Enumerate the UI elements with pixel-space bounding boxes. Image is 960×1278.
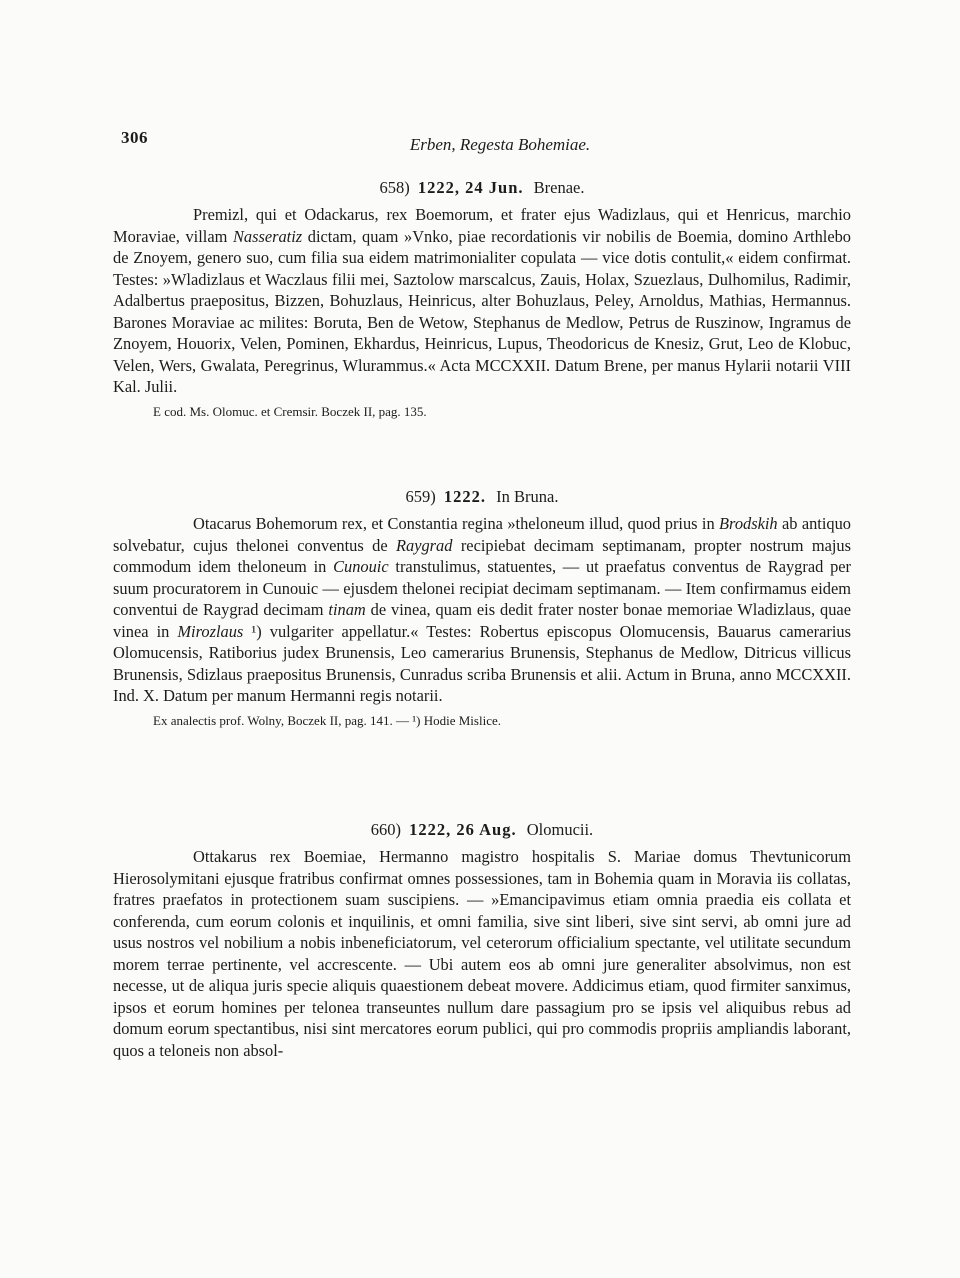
regest-entry-660: [113, 820, 851, 1061]
italic-place-name: Cunouic: [333, 557, 389, 576]
text-run: dictam, quam »Vnko, piae recordationis vir nobilis de Boemia, domino Arthlebo de Znoyem, genero suo, cum filia sua eidem matrimonialiter copulata — vice dotis contulit,« eidem confirmat. Testes: »Wladizlaus et Waczlaus filii mei, Saztolow marscalcus, Zauis, Holax, Szuezlaus, Dulhomilus, Radimir, Adalbertus praepositus, Bizzen, Bohuzlaus, Heinricus, alter Bohuzlaus, Peley, Arnoldus, Mathias, Hermannus. Barones Moraviae ac milites: Boruta, Ben de Wetow, Stephanus de Medlow, Petrus de Ruszinow, Ingramus de Znoyem, Houorix, Velen, Pominen, Ekhardus, Heinricus, Lupus, Theodoricus de Knesiz, Grut, Leo de Klobuc, Velen, Wers, Gwalata, Peregrinus, Wlurammus.« Acta MCCXXII. Datum Brene, per manus Hylarii notarii VIII Kal. Julii.: [113, 226, 851, 396]
entry-place: Olomucii.: [526, 820, 594, 839]
text-run: Otacarus Bohemorum rex, et Constantia regina »theloneum illud, quod prius in: [193, 514, 720, 533]
entry-heading: [113, 178, 851, 198]
entry-source: Ex analectis prof. Wolny, Boczek II, pag. 141. — ¹) Hodie Mislice.: [153, 712, 501, 728]
text-run: ab antiquo solvebatur, cujus thelonei conventus de: [113, 514, 851, 555]
entry-heading: [113, 487, 851, 507]
text-run: de vinea, quam eis dedit frater noster bonae memoriae Wladizlaus, quae vinea in: [113, 600, 851, 641]
text-run: transtulimus, statuentes, — ut praefatus conventus de Raygrad per suum procuratorem in Cunouic — ejusdem thelonei recipiat decimam septimanam. — Item confirmamus eidem conventui de Raygrad decimam: [113, 557, 852, 619]
italic-place-name: Nasseratiz: [232, 226, 303, 246]
entry-date: 1222, 24 Jun.: [417, 178, 524, 197]
entry-date: 1222.: [443, 487, 487, 506]
entry-text: [113, 204, 851, 398]
entry-number: 658): [379, 178, 410, 197]
page-number: 306: [121, 128, 148, 147]
entry-place: Brenae.: [533, 178, 585, 197]
text-run: Ottakarus rex Boemiae, Hermanno magistro hospitalis S. Mariae domus Thevtunicorum Hierosolymitani ejusque fratribus confirmat omnes possessiones, tam in Bohemia quam in Moravia iis collatas, fratres praefatos in protectionem suam suscipiens. — »Emancipavimus etiam omnia praedia eis collata et conferenda, cum eorum colonis et inquilinis, et omni familia, sive sint liberi, sive sint servi, ab omni jure ad usus nostros vel nobilium a nobis inbeneficiatorum, vel ceterorum officialium spectante, vel utilitate secundum morem terrae pertinente, vel accrescente. — Ubi autem eos ab omni jure generaliter absolvimus, non est necesse, ut de aliqua juris specie aliquis quaestionem debeat movere. Addicimus etiam, quod firmiter sanximus, ipsos et eorum homines per telonea transeuntes nullum dare passagium pro se ipsis vel aliquibus rebus ad domum eorum spectantibus, nisi sint mercatores eorum publici, qui pro commodis propriis ampliandis laborant, quos a teloneis non absol-: [113, 847, 851, 1060]
running-title-text: Erben, Regesta Bohemiae.: [409, 135, 591, 154]
text-run: Premizl, qui et Odackarus, rex Boemorum, et frater ejus Wadizlaus, qui et Henricus, marchio Moraviae, villam: [113, 205, 851, 246]
entry-text: [113, 846, 851, 1061]
entry-number: 660): [370, 820, 402, 839]
entry-number: 659): [405, 487, 436, 506]
regest-entry-658: [113, 178, 851, 420]
entry-place: In Bruna.: [496, 487, 559, 506]
entry-heading: [113, 820, 851, 840]
entry-text: [113, 513, 851, 707]
text-run: recipiebat decimam septimanam, propter nostrum majus commodum idem theloneum in: [113, 535, 851, 576]
italic-place-name: Brodskih: [719, 514, 778, 533]
italic-term: tinam: [328, 600, 366, 619]
running-title: [0, 135, 960, 155]
regest-entry-659: [113, 487, 851, 729]
entry-date: 1222, 26 Aug.: [409, 820, 517, 839]
italic-place-name: Mirozlaus: [177, 621, 244, 641]
entry-source: E cod. Ms. Olomuc. et Cremsir. Boczek II, pag. 135.: [153, 403, 427, 419]
text-run: ¹) vulgariter appellatur.« Testes: Robertus episcopus Olomucensis, Bauarus camerarius Olomucensis, Ratiborius judex Brunensis, Leo camerarius Brunensis, Stephanus de Medlow, Ditricus villicus Brunensis, Sdizlaus praepositus Brunensis, Cunradus scriba Brunensis et alii. Actum in Bruna, anno MCCXXII. Ind. X. Datum per manum Hermanni regis notarii.: [113, 621, 851, 705]
italic-place-name: Raygrad: [396, 535, 453, 555]
